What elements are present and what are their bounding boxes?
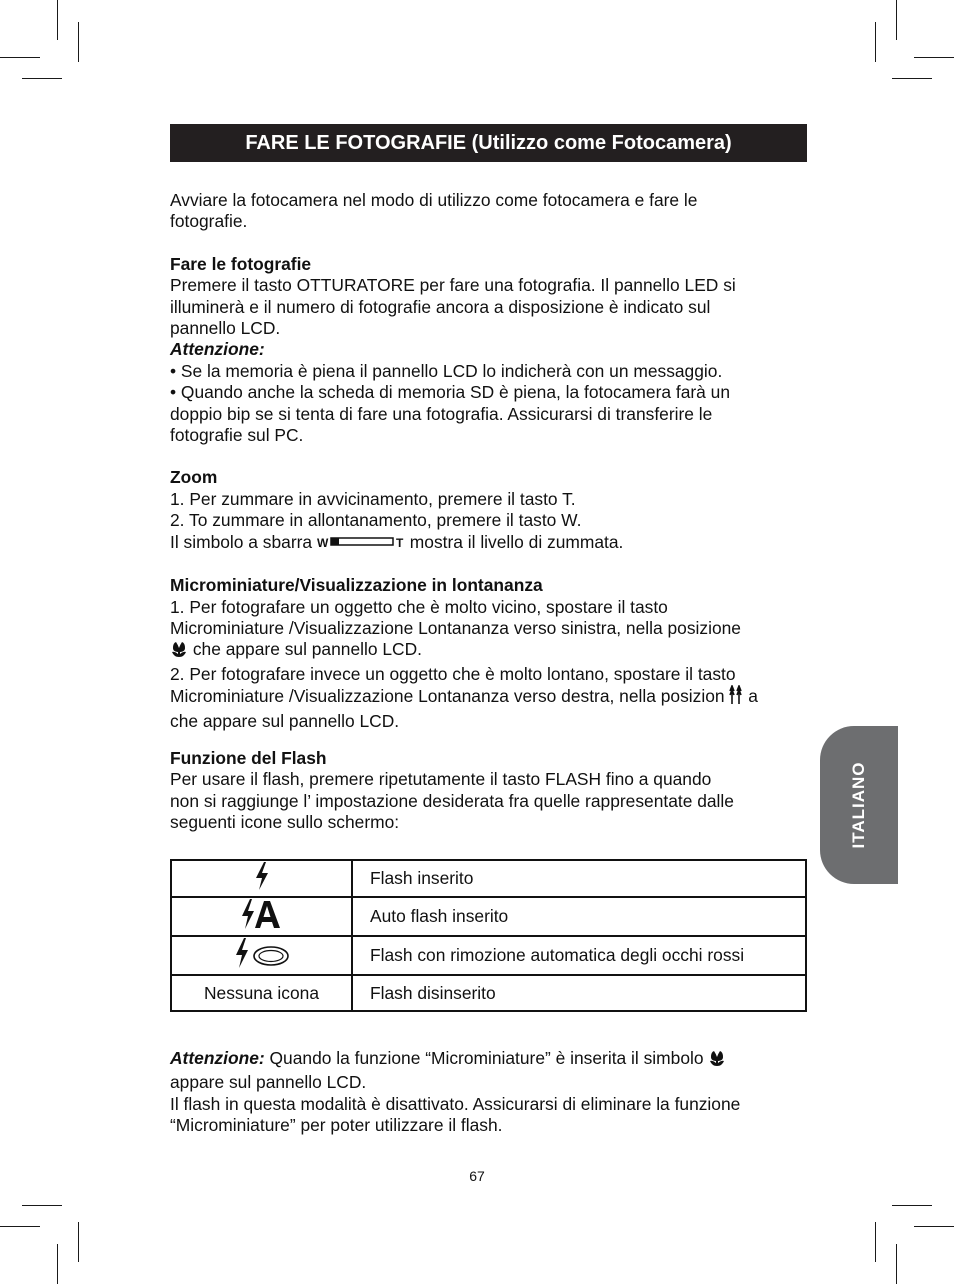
macro-flower-icon [170, 640, 188, 663]
crop-mark [896, 0, 897, 40]
flash-mode-label: Flash disinserito [352, 975, 806, 1011]
crop-mark [896, 1244, 897, 1284]
crop-mark [57, 1244, 58, 1284]
flash-mode-table [170, 859, 807, 1012]
body-text-fragment: a [748, 686, 758, 707]
page-number: 67 [469, 1168, 485, 1184]
crop-mark [914, 57, 954, 58]
crop-mark [57, 0, 58, 40]
flash-mode-label: Flash inserito [352, 860, 806, 897]
body-text: pannello LCD. [170, 318, 281, 339]
icon-cell [171, 860, 352, 897]
icon-cell [171, 936, 352, 975]
body-text: “Microminiature” per poter utilizzare il flash. [170, 1115, 503, 1136]
note-text: fotografie sul PC. [170, 425, 304, 446]
body-text: 2. Per fotografare invece un oggetto che è molto lontano, spostare il tasto [170, 663, 736, 684]
note-text: • Se la memoria è piena il pannello LCD lo indicherà con un messaggio. [170, 360, 723, 381]
body-text [170, 639, 810, 663]
zoom-step: 2. To zummare in allontanamento, premere il tasto W. [170, 510, 582, 531]
crop-mark [892, 78, 932, 79]
body-text [170, 685, 810, 710]
zoom-bar-line [170, 532, 810, 554]
crop-mark [875, 1222, 876, 1262]
body-text: Per usare il flash, premere ripetutamente il tasto FLASH fino a quando [170, 769, 712, 790]
note-text: • Quando anche la scheda di memoria SD è piena, la fotocamera farà un [170, 382, 731, 403]
intro-text: fotografie. [170, 211, 248, 232]
body-text: Microminiature /Visualizzazione Lontananza verso sinistra, nella posizione [170, 617, 741, 638]
crop-mark [22, 78, 62, 79]
crop-mark [78, 1222, 79, 1262]
zoom-bar-prefix: Il simbolo a sbarra [170, 531, 313, 552]
flash-red-eye-icon [233, 937, 291, 969]
table-row [171, 936, 806, 975]
body-text-fragment: Quando la funzione “Microminiature” è inserita il simbolo [269, 1048, 704, 1068]
macro-flower-icon [708, 1049, 726, 1072]
macro-heading: Microminiature/Visualizzazione in lontananza [170, 575, 543, 596]
flash-heading: Funzione del Flash [170, 747, 327, 768]
language-tab-label: ITALIANO [849, 761, 868, 849]
zoom-bar-t-label: T [395, 535, 404, 549]
take-photos-heading: Fare le fotografie [170, 253, 312, 274]
zoom-heading: Zoom [170, 467, 218, 488]
flash-mode-label: Auto flash inserito [352, 897, 806, 936]
crop-mark [22, 1205, 62, 1206]
zoom-bar-icon [317, 533, 405, 554]
body-text-fragment: che appare sul pannello LCD. [192, 639, 422, 660]
note-text: doppio bip se si tenta di fare una fotografia. Assicurarsi di transferire le [170, 403, 713, 424]
zoom-step: 1. Per zummare in avvicinamento, premere il tasto T. [170, 488, 576, 509]
crop-mark [914, 1226, 954, 1227]
body-text-fragment: Microminiature /Visualizzazione Lontananza verso destra, nella posizion [170, 686, 725, 707]
attention-label: Attenzione: [170, 339, 265, 360]
intro-text: Avviare la fotocamera nel modo di utilizzo come fotocamera e fare le [170, 190, 698, 210]
crop-mark [0, 57, 40, 58]
attention-label: Attenzione: [170, 1048, 265, 1068]
crop-mark [875, 22, 876, 62]
main-content [170, 190, 810, 834]
landscape-mountain-icon [729, 685, 743, 710]
flash-icon [253, 861, 271, 891]
body-text: illuminerà e il numero di fotografie ancora a disposizione è indicato sul [170, 296, 711, 317]
crop-mark [0, 1226, 40, 1227]
zoom-bar-w-label: W [316, 535, 329, 549]
footer-note [170, 1048, 810, 1137]
body-text: seguenti icone sullo schermo: [170, 812, 400, 833]
crop-mark [78, 22, 79, 62]
body-text: 1. Per fotografare un oggetto che è molto vicino, spostare il tasto [170, 596, 668, 617]
no-icon-text: Nessuna icona [171, 975, 352, 1011]
crop-mark [892, 1205, 932, 1206]
zoom-bar-suffix: mostra il livello di zummata. [409, 531, 624, 552]
flash-auto-icon [240, 898, 284, 930]
table-row [171, 897, 806, 936]
language-tab [820, 726, 898, 884]
body-text: che appare sul pannello LCD. [170, 710, 400, 731]
flash-mode-label: Flash con rimozione automatica degli occhi rossi [352, 936, 806, 975]
icon-cell [171, 897, 352, 936]
body-text: appare sul pannello LCD. [170, 1072, 367, 1093]
body-text: Premere il tasto OTTURATORE per fare una fotografia. Il pannello LED si [170, 275, 736, 296]
section-title: FARE LE FOTOGRAFIE (Utilizzo come Fotocamera) [170, 124, 807, 162]
body-text: non si raggiunge l’ impostazione desiderata fra quelle rappresentate dalle [170, 790, 734, 811]
body-text: Il flash in questa modalità è disattivato. Assicurarsi di eliminare la funzione [170, 1093, 741, 1114]
footer-note-line [170, 1048, 810, 1072]
table-row [171, 975, 806, 1011]
table-row [171, 860, 806, 897]
